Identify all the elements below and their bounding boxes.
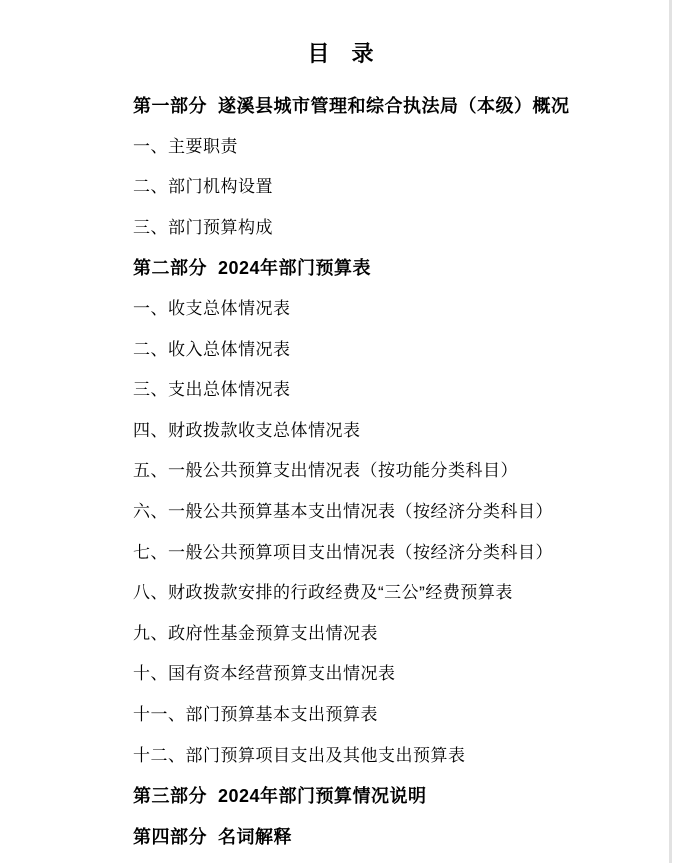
- toc-item: 五、一般公共预算支出情况表（按功能分类科目）: [133, 461, 518, 481]
- toc-section-heading: 第二部分 2024年部门预算表: [133, 258, 372, 279]
- toc-section-heading: 第三部分 2024年部门预算情况说明: [133, 786, 427, 807]
- toc-item: 十二、部门预算项目支出及其他支出预算表: [133, 745, 466, 765]
- toc-item: 七、一般公共预算项目支出情况表（按经济分类科目）: [133, 542, 553, 562]
- toc-item: 一、收支总体情况表: [133, 298, 291, 318]
- toc-item: 二、部门机构设置: [133, 177, 273, 197]
- toc-title: 目 录: [307, 41, 374, 66]
- toc-section-heading: 第四部分 名词解释: [133, 826, 293, 847]
- toc-item: 一、主要职责: [133, 136, 238, 156]
- toc-item: 六、一般公共预算基本支出情况表（按经济分类科目）: [133, 501, 553, 521]
- toc-section-heading: 第一部分 遂溪县城市管理和综合执法局（本级）概况: [133, 96, 570, 116]
- toc-item: 十、国有资本经营预算支出情况表: [133, 664, 396, 684]
- toc-item: 二、收入总体情况表: [133, 339, 291, 359]
- toc-item: 十一、部门预算基本支出预算表: [133, 704, 378, 724]
- page-right-edge-line: [669, 0, 672, 863]
- toc-item: 三、部门预算构成: [133, 217, 273, 237]
- toc-item: 八、财政拨款安排的行政经费及“三公”经费预算表: [133, 583, 513, 603]
- toc-item: 九、政府性基金预算支出情况表: [133, 623, 378, 643]
- toc-item: 三、支出总体情况表: [133, 380, 291, 400]
- toc-item: 四、财政拨款收支总体情况表: [133, 420, 361, 440]
- toc-list: [0, 86, 681, 857]
